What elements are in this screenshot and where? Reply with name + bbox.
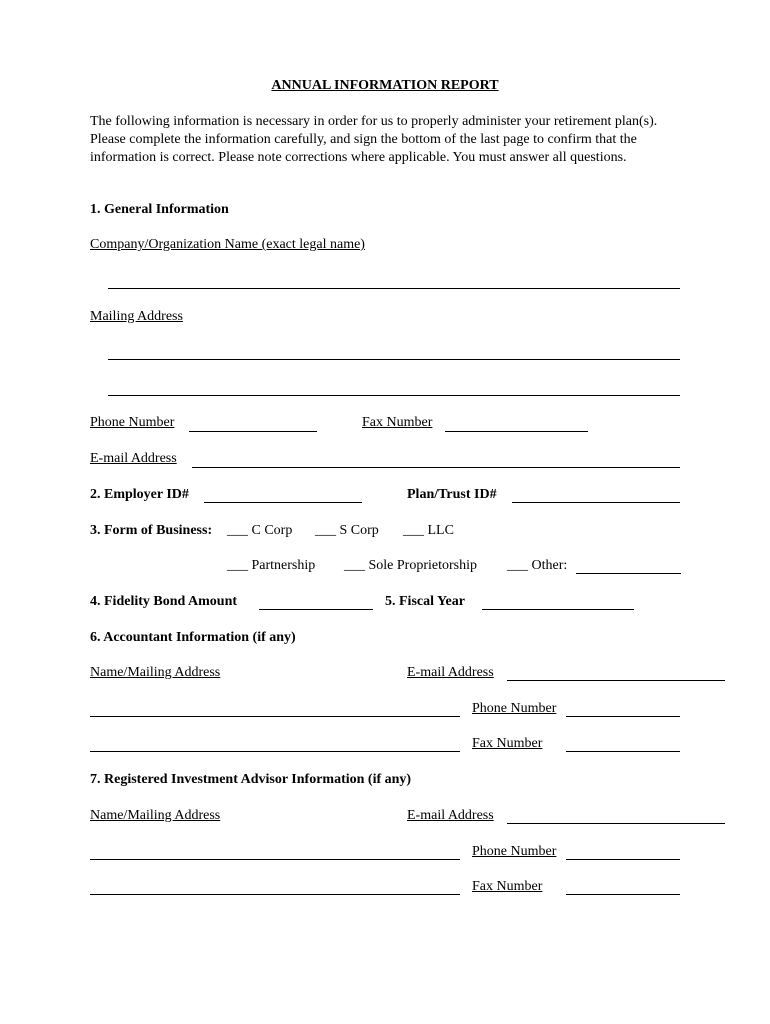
mailing-address-line-2-field[interactable] <box>108 395 680 396</box>
advisor-phone-field[interactable] <box>566 859 680 860</box>
advisor-phone-label: Phone Number <box>472 844 557 859</box>
email-address-label: E-mail Address <box>90 451 177 466</box>
advisor-fax-label: Fax Number <box>472 879 543 894</box>
form-of-business-label: 3. Form of Business: <box>90 523 213 538</box>
accountant-phone-field[interactable] <box>566 716 680 717</box>
plan-trust-id-field[interactable] <box>512 502 680 503</box>
fiscal-year-label: 5. Fiscal Year <box>385 594 465 609</box>
employer-id-label: 2. Employer ID# <box>90 487 189 502</box>
section-6-heading: 6. Accountant Information (if any) <box>90 630 296 645</box>
accountant-email-label: E-mail Address <box>407 665 494 680</box>
intro-paragraph: The following information is necessary in order for us to properly administer your retirement plan(s). Please complete the information carefully, and sign the bottom of the last page to confirm that the information is correct. Please note corrections where applicable. You must answer all questions. <box>90 114 658 165</box>
fidelity-bond-label: 4. Fidelity Bond Amount <box>90 594 238 609</box>
option-other[interactable]: ___ Other: <box>507 558 568 573</box>
option-llc[interactable]: ___ LLC <box>403 523 454 538</box>
page-title: ANNUAL INFORMATION REPORT <box>271 78 499 93</box>
phone-number-field[interactable] <box>189 431 317 432</box>
employer-id-field[interactable] <box>204 502 362 503</box>
accountant-fax-label: Fax Number <box>472 736 543 751</box>
accountant-address-line-2-field[interactable] <box>90 751 460 752</box>
accountant-name-label: Name/Mailing Address <box>90 665 221 680</box>
option-sole-proprietorship[interactable]: ___ Sole Proprietorship <box>344 558 477 573</box>
mailing-address-label: Mailing Address <box>90 309 183 324</box>
option-s-corp[interactable]: ___ S Corp <box>315 523 379 538</box>
section-1-heading: 1. General Information <box>90 202 229 217</box>
advisor-address-line-1-field[interactable] <box>90 859 460 860</box>
phone-number-label: Phone Number <box>90 415 175 430</box>
company-name-field[interactable] <box>108 288 680 289</box>
fiscal-year-field[interactable] <box>482 609 634 610</box>
accountant-fax-field[interactable] <box>566 751 680 752</box>
fax-number-field[interactable] <box>445 431 588 432</box>
plan-trust-id-label: Plan/Trust ID# <box>407 487 497 502</box>
advisor-email-field[interactable] <box>507 823 725 824</box>
accountant-address-line-1-field[interactable] <box>90 716 460 717</box>
advisor-name-label: Name/Mailing Address <box>90 808 221 823</box>
option-partnership[interactable]: ___ Partnership <box>227 558 316 573</box>
option-c-corp[interactable]: ___ C Corp <box>227 523 293 538</box>
advisor-address-line-2-field[interactable] <box>90 894 460 895</box>
accountant-phone-label: Phone Number <box>472 701 557 716</box>
other-business-field[interactable] <box>576 573 681 574</box>
accountant-email-field[interactable] <box>507 680 725 681</box>
advisor-email-label: E-mail Address <box>407 808 494 823</box>
mailing-address-line-1-field[interactable] <box>108 359 680 360</box>
fidelity-bond-field[interactable] <box>259 609 373 610</box>
company-name-label: Company/Organization Name (exact legal name) <box>90 237 365 252</box>
advisor-fax-field[interactable] <box>566 894 680 895</box>
section-7-heading: 7. Registered Investment Advisor Information (if any) <box>90 772 412 787</box>
fax-number-label: Fax Number <box>362 415 433 430</box>
email-address-field[interactable] <box>192 467 680 468</box>
